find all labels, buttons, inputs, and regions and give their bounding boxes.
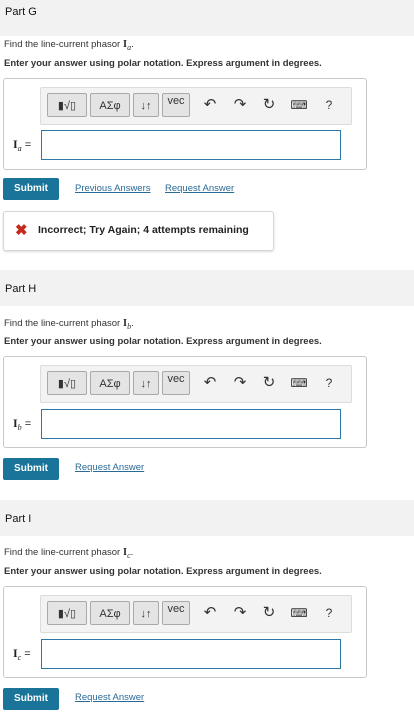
part-i-request-answer-link[interactable]: Request Answer [75,692,145,703]
part-g-question [4,38,134,52]
help-button[interactable]: ? [325,376,333,390]
phasor-subscript: b [127,321,132,331]
templates-button[interactable]: ▮√▯ [47,93,87,117]
templates-button[interactable]: ▮√▯ [47,371,87,395]
question-end: . [131,39,134,50]
phasor-symbol: I [122,317,128,329]
part-g-instructions: Enter your answer using polar notation. Express argument in degrees. [4,58,322,69]
label-symbol: I [13,137,18,151]
equals-sign: = [24,418,32,430]
label-subscript: a [17,144,22,154]
question-text: Find the line-current phasor [4,318,123,329]
part-g-request-answer-link[interactable]: Request Answer [165,183,235,194]
part-g-title: Part G [5,6,37,18]
help-button[interactable]: ? [325,98,333,112]
phasor-symbol: I [122,38,128,50]
math-toolbar [40,365,352,403]
equals-sign: = [24,648,31,660]
label-subscript: c [17,653,22,663]
part-i-instructions: Enter your answer using polar notation. Express argument in degrees. [4,566,322,577]
question-end: . [131,318,134,329]
part-i-header [0,500,414,536]
phasor-symbol: I [122,546,128,558]
reset-icon[interactable]: ↻ [262,374,276,391]
part-i-title: Part I [5,513,32,525]
reset-icon[interactable]: ↻ [262,96,276,113]
part-g-answer-input[interactable] [41,130,341,160]
part-i-variable-label [13,646,31,662]
part-i-answer-box [3,586,367,678]
arrows-button[interactable]: ↓↑ [133,601,159,625]
undo-icon[interactable]: ↶ [203,604,217,621]
part-h-answer-input[interactable] [41,409,341,439]
symbols-button[interactable]: ΑΣφ [90,601,130,625]
part-g-header [0,0,414,36]
redo-icon[interactable]: ↷ [233,604,247,621]
help-button[interactable]: ? [325,606,333,620]
vec-button[interactable]: vec [162,93,190,117]
keyboard-icon[interactable]: ⌨ [290,606,308,620]
part-h-request-answer-link[interactable]: Request Answer [75,462,145,473]
question-end: . [130,547,134,558]
part-g-variable-label [13,137,31,153]
part-g-feedback [3,211,274,251]
vec-button[interactable]: vec [162,601,190,625]
templates-button[interactable]: ▮√▯ [47,601,87,625]
redo-icon[interactable]: ↷ [233,96,247,113]
label-symbol: I [13,416,18,430]
vec-button[interactable]: vec [162,371,190,395]
keyboard-icon[interactable]: ⌨ [290,98,308,112]
error-icon: ✖ [15,222,28,239]
question-text: Find the line-current phasor [4,39,123,50]
question-text: Find the line-current phasor [4,547,123,558]
symbols-button[interactable]: ΑΣφ [90,93,130,117]
math-toolbar [40,595,352,633]
symbols-button[interactable]: ΑΣφ [90,371,130,395]
part-g-previous-answers-link[interactable]: Previous Answers [75,183,151,194]
part-g-answer-box [3,78,367,170]
reset-icon[interactable]: ↻ [262,604,276,621]
label-symbol: I [13,646,18,660]
label-subscript: b [17,423,22,433]
part-h-title: Part H [5,283,37,295]
math-toolbar [40,87,352,125]
part-g-submit-button[interactable]: Submit [3,178,59,200]
part-i-answer-input[interactable] [41,639,341,669]
undo-icon[interactable]: ↶ [203,374,217,391]
part-h-header [0,270,414,306]
part-i-submit-button[interactable]: Submit [3,688,59,710]
part-h-variable-label [13,416,31,432]
phasor-subscript: c [127,550,131,560]
equals-sign: = [24,139,32,151]
redo-icon[interactable]: ↷ [233,374,247,391]
part-h-question [4,317,134,331]
keyboard-icon[interactable]: ⌨ [290,376,308,390]
arrows-button[interactable]: ↓↑ [133,93,159,117]
phasor-subscript: a [127,42,132,52]
part-h-instructions: Enter your answer using polar notation. Express argument in degrees. [4,336,322,347]
arrows-button[interactable]: ↓↑ [133,371,159,395]
undo-icon[interactable]: ↶ [203,96,217,113]
part-h-submit-button[interactable]: Submit [3,458,59,480]
part-i-question [4,546,133,560]
part-h-answer-box [3,356,367,448]
feedback-message: Incorrect; Try Again; 4 attempts remaining [38,224,249,236]
